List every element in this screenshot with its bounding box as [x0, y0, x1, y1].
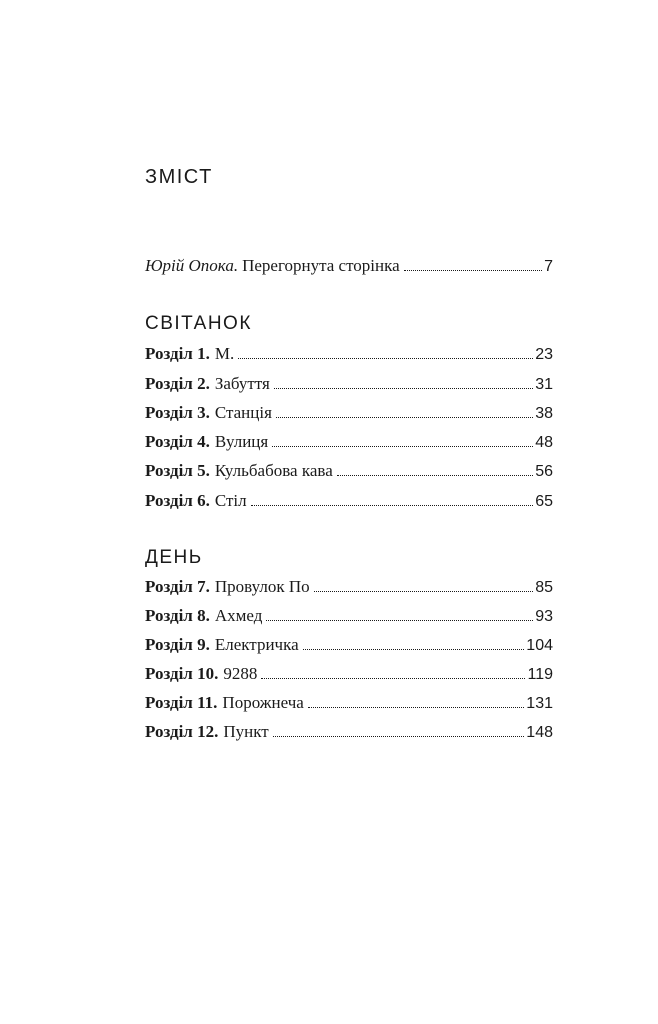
chapter-label: Розділ 4.: [145, 432, 210, 451]
dot-leader: [308, 706, 524, 708]
chapter-label: Розділ 8.: [145, 606, 210, 625]
toc-entry-chapter-9[interactable]: [145, 633, 553, 657]
page-number: 148: [526, 724, 553, 741]
dot-leader: [276, 416, 533, 418]
chapter-label: Розділ 1.: [145, 344, 210, 363]
toc-entry-chapter-2[interactable]: [145, 372, 553, 396]
chapter-title: Кульбабова кава: [214, 461, 333, 480]
chapter-label: Розділ 12.: [145, 722, 219, 741]
chapter-label: Розділ 6.: [145, 491, 210, 510]
chapter-title: Ахмед: [214, 606, 263, 625]
dot-leader: [303, 648, 525, 650]
page-number: 131: [526, 695, 553, 712]
toc-entry-chapter-1[interactable]: [145, 342, 553, 366]
dot-leader: [272, 445, 533, 447]
chapter-title: 9288: [223, 664, 258, 683]
dot-leader: [274, 387, 533, 389]
section-title-svitanok: СВІТАНОК: [145, 313, 252, 334]
chapter-label: Розділ 3.: [145, 403, 210, 422]
chapter-label: Розділ 2.: [145, 374, 210, 393]
page-number: 85: [535, 579, 553, 596]
dot-leader: [238, 357, 533, 359]
toc-entry-chapter-6[interactable]: [145, 489, 553, 513]
page-number: 104: [526, 637, 553, 654]
preface-author: Юрій Опока.: [145, 256, 239, 275]
toc-entry-chapter-5[interactable]: [145, 459, 553, 483]
chapter-title: Забуття: [214, 374, 270, 393]
dot-leader: [404, 269, 542, 271]
page-number: 93: [535, 608, 553, 625]
page-number: 23: [535, 346, 553, 363]
chapter-label: Розділ 7.: [145, 577, 210, 596]
chapter-title: Стіл: [214, 491, 247, 510]
page-number: 48: [535, 434, 553, 451]
chapter-title: М.: [214, 344, 235, 363]
toc-entry-chapter-8[interactable]: [145, 604, 553, 628]
dot-leader: [337, 474, 533, 476]
dot-leader: [266, 619, 533, 621]
chapter-label: Розділ 5.: [145, 461, 210, 480]
dot-leader: [314, 590, 534, 592]
contents-title: ЗМІСТ: [145, 166, 213, 188]
toc-entry-preface[interactable]: [145, 254, 553, 278]
page-number: 7: [544, 258, 553, 275]
chapter-title: Пункт: [223, 722, 269, 741]
toc-entry-chapter-3[interactable]: [145, 401, 553, 425]
dot-leader: [261, 677, 525, 679]
chapter-title: Порожнеча: [222, 693, 304, 712]
chapter-label: Розділ 11.: [145, 693, 218, 712]
chapter-title: Провулок По: [214, 577, 310, 596]
chapter-label: Розділ 10.: [145, 664, 219, 683]
toc-entry-chapter-11[interactable]: [145, 691, 553, 715]
chapter-title: Електричка: [214, 635, 299, 654]
section-title-den: ДЕНЬ: [145, 547, 203, 568]
chapter-label: Розділ 9.: [145, 635, 210, 654]
dot-leader: [273, 735, 525, 737]
toc-entry-chapter-12[interactable]: [145, 720, 553, 744]
page-number: 38: [535, 405, 553, 422]
page-number: 119: [527, 666, 553, 683]
preface-title: Перегорнута сторінка: [242, 256, 400, 275]
dot-leader: [251, 504, 534, 506]
page-number: 31: [535, 376, 553, 393]
toc-entry-chapter-4[interactable]: [145, 430, 553, 454]
page-number: 56: [535, 463, 553, 480]
toc-entry-chapter-7[interactable]: [145, 575, 553, 599]
toc-entry-chapter-10[interactable]: [145, 662, 553, 686]
chapter-title: Вулиця: [214, 432, 269, 451]
page-number: 65: [535, 493, 553, 510]
chapter-title: Станція: [214, 403, 272, 422]
